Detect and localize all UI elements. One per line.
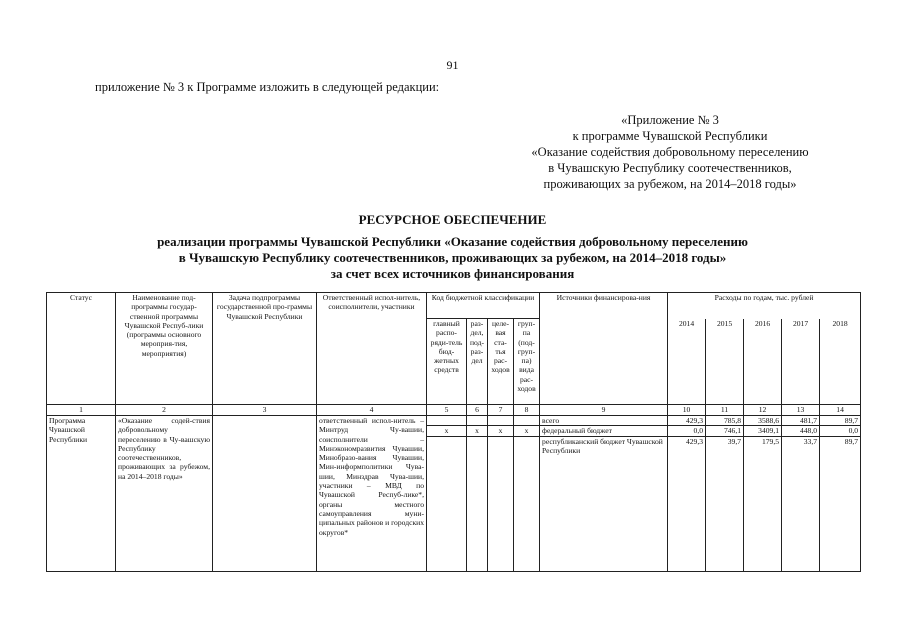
value-cell: 89,7 xyxy=(820,416,861,426)
value-cell: 0,0 xyxy=(820,426,861,436)
program-name-cell: «Оказание содей-ствия добровольному переселению в Чу-вашскую Республику соотечественников, проживающих за рубежом, на 2014–2018 годы» xyxy=(116,416,213,572)
value-cell: 39,7 xyxy=(706,436,744,571)
value-cell: 481,7 xyxy=(782,416,820,426)
title-heading: РЕСУРСНОЕ ОБЕСПЕЧЕНИЕ xyxy=(358,212,547,227)
header-year: 2015 xyxy=(706,319,744,405)
value-cell: 33,7 xyxy=(782,436,820,571)
title-line: реализации программы Чувашской Республики «Оказание содействия добровольному переселению xyxy=(157,234,748,249)
appendix-line: в Чувашскую Республику соотечественников, xyxy=(548,161,792,175)
value-cell: 179,5 xyxy=(744,436,782,571)
code-cell: x xyxy=(514,426,540,436)
appendix-line: проживающих за рубежом, на 2014–2018 годы» xyxy=(543,177,797,191)
responsible-cell: ответственный испол-нитель – Минтруд Чу-вашии, соисполнители – Минэкономразвития Чувашии, Минобразо-вания Чувашии, Мин-информполитики Чува-шии, Минздрав Чува-шии, участники – МВД по Чувашской Респуб-лике*, органы местного самоуправления муни-ципальных районов и городских округов* xyxy=(317,416,427,572)
value-cell: 429,3 xyxy=(668,436,706,571)
code-cell xyxy=(427,436,467,571)
header-year: 2017 xyxy=(782,319,820,405)
header-year: 2018 xyxy=(820,319,861,405)
header-year: 2014 xyxy=(668,319,706,405)
header-budget-sub: целе-вая ста-тья рас-ходов xyxy=(488,319,514,405)
code-cell xyxy=(488,416,514,426)
code-cell: x xyxy=(488,426,514,436)
header-name: Наименование под-программы государ-ственной программы Чувашской Респуб-лики (программы основного мероприя-тия, мероприятия) xyxy=(116,293,213,405)
header-budget-sub: раз-дел, под-раз-дел xyxy=(467,319,488,405)
code-cell xyxy=(514,416,540,426)
column-number: 14 xyxy=(820,405,861,416)
header-budget-sub: главный распо-ряди-тель бюд-жетных средств xyxy=(427,319,467,405)
column-number: 7 xyxy=(488,405,514,416)
value-cell: 448,0 xyxy=(782,426,820,436)
code-cell xyxy=(467,416,488,426)
column-number: 9 xyxy=(540,405,668,416)
column-number: 10 xyxy=(668,405,706,416)
document-title xyxy=(0,212,905,282)
title-line: за счет всех источников финансирования xyxy=(330,266,575,281)
code-cell xyxy=(514,436,540,571)
code-cell xyxy=(488,436,514,571)
title-line: в Чувашскую Республику соотечественников, проживающих за рубежом, на 2014–2018 годы» xyxy=(178,250,727,265)
code-cell: x xyxy=(427,426,467,436)
page-number: 91 xyxy=(446,58,459,72)
value-cell: 429,3 xyxy=(668,416,706,426)
value-cell: 89,7 xyxy=(820,436,861,571)
source-cell: федеральный бюджет xyxy=(540,426,668,436)
header-responsible: Ответственный испол-нитель, соисполнители, участники xyxy=(317,293,427,405)
code-cell: x xyxy=(467,426,488,436)
code-cell xyxy=(427,416,467,426)
value-cell: 746,1 xyxy=(706,426,744,436)
column-number: 8 xyxy=(514,405,540,416)
value-cell: 3409,1 xyxy=(744,426,782,436)
value-cell: 0,0 xyxy=(668,426,706,436)
header-status: Статус xyxy=(47,293,116,405)
source-cell: республиканский бюджет Чувашской Республики xyxy=(540,436,668,571)
column-number: 12 xyxy=(744,405,782,416)
header-sources: Источники финансирова-ния xyxy=(540,293,668,405)
appendix-line: к программе Чувашской Республики xyxy=(572,129,768,143)
appendix-reference xyxy=(520,112,820,192)
table-row xyxy=(47,416,861,426)
header-expenses: Расходы по годам, тыс. рублей xyxy=(668,293,861,319)
status-cell: Программа Чувашской Республики xyxy=(47,416,116,572)
column-number: 1 xyxy=(47,405,116,416)
source-cell: всего xyxy=(540,416,668,426)
header-task: Задача подпрограммы государственной про-граммы Чувашской Республики xyxy=(213,293,317,405)
intro-text: приложение № 3 к Программе изложить в следующей редакции: xyxy=(95,80,440,94)
value-cell: 785,8 xyxy=(706,416,744,426)
column-number: 11 xyxy=(706,405,744,416)
column-number: 5 xyxy=(427,405,467,416)
column-number: 6 xyxy=(467,405,488,416)
column-number: 2 xyxy=(116,405,213,416)
header-budget-sub: груп-па (под-груп-па) вида рас-ходов xyxy=(514,319,540,405)
appendix-line: «Приложение № 3 xyxy=(621,113,719,127)
value-cell: 3588,6 xyxy=(744,416,782,426)
task-cell xyxy=(213,416,317,572)
appendix-line: «Оказание содействия добровольному переселению xyxy=(531,145,809,159)
header-budget-code: Код бюджетной классификации xyxy=(427,293,540,319)
header-year: 2016 xyxy=(744,319,782,405)
column-number: 13 xyxy=(782,405,820,416)
column-number: 4 xyxy=(317,405,427,416)
code-cell xyxy=(467,436,488,571)
column-number: 3 xyxy=(213,405,317,416)
resource-table xyxy=(46,292,861,572)
